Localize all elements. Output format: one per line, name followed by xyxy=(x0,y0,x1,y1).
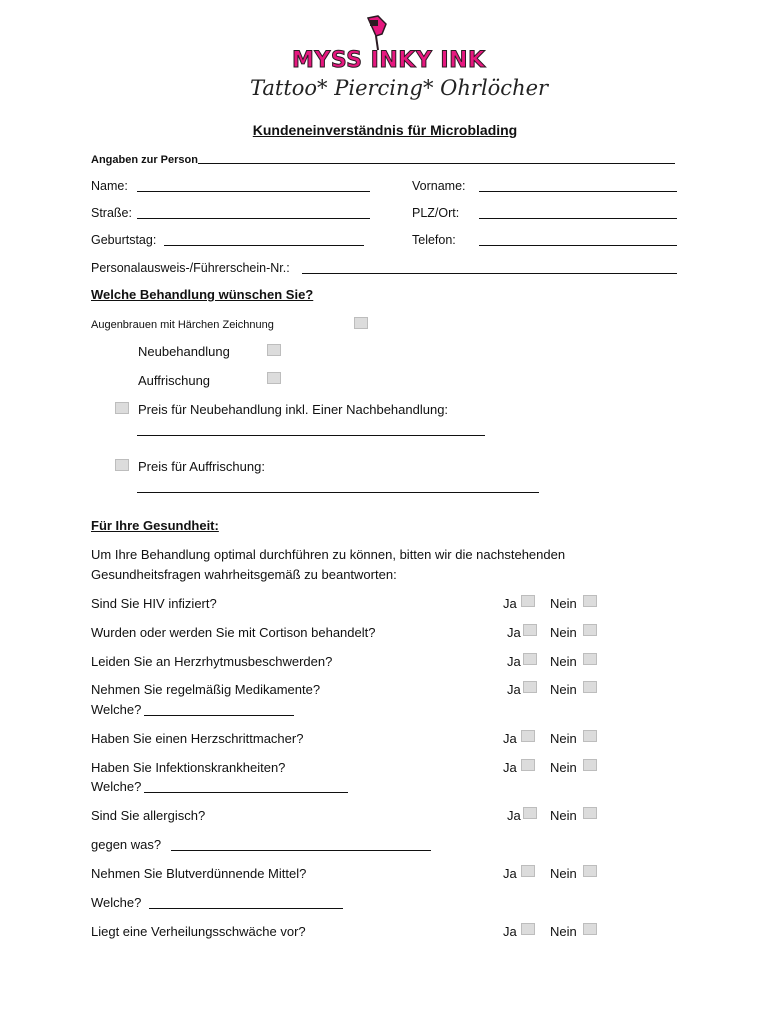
herzrhytmus-yes-checkbox[interactable] xyxy=(523,653,537,665)
herzschrittmacher-yes-checkbox[interactable] xyxy=(521,730,535,742)
infektion-yes-checkbox[interactable] xyxy=(521,759,535,771)
health-intro-line-2: Gesundheitsfragen wahrheitsgemäß zu beantworten: xyxy=(91,567,397,582)
allergisch-which-field[interactable] xyxy=(171,850,431,851)
medikamente-no-checkbox[interactable] xyxy=(583,681,597,693)
question-cortison: Wurden oder werden Sie mit Cortison behandelt? xyxy=(91,625,376,640)
no-label: Nein xyxy=(550,760,577,775)
price-new-label: Preis für Neubehandlung inkl. Einer Nachbehandlung: xyxy=(138,402,449,417)
which-label: Welche? xyxy=(91,779,142,794)
yes-label: Ja xyxy=(503,596,517,611)
price-refresh-field[interactable] xyxy=(137,492,539,493)
telefon-label: Telefon: xyxy=(412,233,456,247)
blutverduennend-yes-checkbox[interactable] xyxy=(521,865,535,877)
no-label: Nein xyxy=(550,731,577,746)
plz-ort-field[interactable] xyxy=(479,218,677,219)
health-heading: Für Ihre Gesundheit: xyxy=(91,518,219,533)
yes-label: Ja xyxy=(503,866,517,881)
allergisch-no-checkbox[interactable] xyxy=(583,807,597,819)
health-intro-line-1: Um Ihre Behandlung optimal durchführen zu können, bitten wir die nachstehenden xyxy=(91,547,566,562)
vorname-label: Vorname: xyxy=(412,179,466,193)
document-title: Kundeneinverständnis für Microblading xyxy=(252,122,518,138)
new-treatment-checkbox[interactable] xyxy=(267,344,281,356)
against-what-label: gegen was? xyxy=(91,837,162,852)
yes-label: Ja xyxy=(503,924,517,939)
telefon-field[interactable] xyxy=(479,245,677,246)
question-herzschrittmacher: Haben Sie einen Herzschrittmacher? xyxy=(91,731,304,746)
refresh-checkbox[interactable] xyxy=(267,372,281,384)
medikamente-yes-checkbox[interactable] xyxy=(523,681,537,693)
person-header-line xyxy=(198,163,675,164)
cortison-yes-checkbox[interactable] xyxy=(523,624,537,636)
refresh-label: Auffrischung xyxy=(138,373,211,388)
geburtstag-label: Geburtstag: xyxy=(91,233,157,247)
verheilung-no-checkbox[interactable] xyxy=(583,923,597,935)
verheilung-yes-checkbox[interactable] xyxy=(521,923,535,935)
question-infektion: Haben Sie Infektionskrankheiten? xyxy=(91,760,286,775)
question-verheilung: Liegt eine Verheilungsschwäche vor? xyxy=(91,924,306,939)
question-allergisch: Sind Sie allergisch? xyxy=(91,808,206,823)
blutverduennend-which-field[interactable] xyxy=(149,908,343,909)
herzrhytmus-no-checkbox[interactable] xyxy=(583,653,597,665)
yes-label: Ja xyxy=(507,654,521,669)
brows-label: Augenbrauen mit Härchen Zeichnung xyxy=(91,319,274,331)
cortison-no-checkbox[interactable] xyxy=(583,624,597,636)
name-field[interactable] xyxy=(137,191,370,192)
ausweis-field[interactable] xyxy=(302,273,677,274)
strasse-label: Straße: xyxy=(91,206,132,220)
yes-label: Ja xyxy=(507,682,521,697)
price-new-checkbox[interactable] xyxy=(115,402,129,414)
price-new-field[interactable] xyxy=(137,435,485,436)
yes-label: Ja xyxy=(507,808,521,823)
question-blutverduennend: Nehmen Sie Blutverdünnende Mittel? xyxy=(91,866,307,881)
name-label: Name: xyxy=(91,179,128,193)
person-section-label: Angaben zur Person xyxy=(91,154,198,166)
allergisch-yes-checkbox[interactable] xyxy=(523,807,537,819)
question-hiv: Sind Sie HIV infiziert? xyxy=(91,596,217,611)
infektion-which-field[interactable] xyxy=(144,792,348,793)
new-treatment-label: Neubehandlung xyxy=(138,344,230,359)
question-herzrhytmus: Leiden Sie an Herzrhytmusbeschwerden? xyxy=(91,654,333,669)
brows-checkbox[interactable] xyxy=(354,317,368,329)
yes-label: Ja xyxy=(503,760,517,775)
no-label: Nein xyxy=(550,808,577,823)
no-label: Nein xyxy=(550,596,577,611)
no-label: Nein xyxy=(550,866,577,881)
infektion-no-checkbox[interactable] xyxy=(583,759,597,771)
medikamente-which-field[interactable] xyxy=(144,715,294,716)
geburtstag-field[interactable] xyxy=(164,245,364,246)
yes-label: Ja xyxy=(507,625,521,640)
strasse-field[interactable] xyxy=(137,218,370,219)
treatment-heading: Welche Behandlung wünschen Sie? xyxy=(91,287,314,302)
plz-ort-label: PLZ/Ort: xyxy=(412,206,460,220)
yes-label: Ja xyxy=(503,731,517,746)
logo-wordmark: MYSS INKY INK xyxy=(292,48,486,73)
which-label: Welche? xyxy=(91,702,142,717)
blutverduennend-no-checkbox[interactable] xyxy=(583,865,597,877)
logo-tagline: Tattoo* Piercing* Ohrlöcher xyxy=(250,76,549,100)
no-label: Nein xyxy=(550,625,577,640)
herzschrittmacher-no-checkbox[interactable] xyxy=(583,730,597,742)
hiv-yes-checkbox[interactable] xyxy=(521,595,535,607)
brand-logo xyxy=(248,12,549,108)
no-label: Nein xyxy=(550,654,577,669)
price-refresh-label: Preis für Auffrischung: xyxy=(138,459,265,474)
price-refresh-checkbox[interactable] xyxy=(115,459,129,471)
question-medikamente: Nehmen Sie regelmäßig Medikamente? xyxy=(91,682,321,697)
hiv-no-checkbox[interactable] xyxy=(583,595,597,607)
ausweis-label: Personalausweis-/Führerschein-Nr.: xyxy=(91,261,290,275)
no-label: Nein xyxy=(550,682,577,697)
which-label: Welche? xyxy=(91,895,142,910)
vorname-field[interactable] xyxy=(479,191,677,192)
no-label: Nein xyxy=(550,924,577,939)
